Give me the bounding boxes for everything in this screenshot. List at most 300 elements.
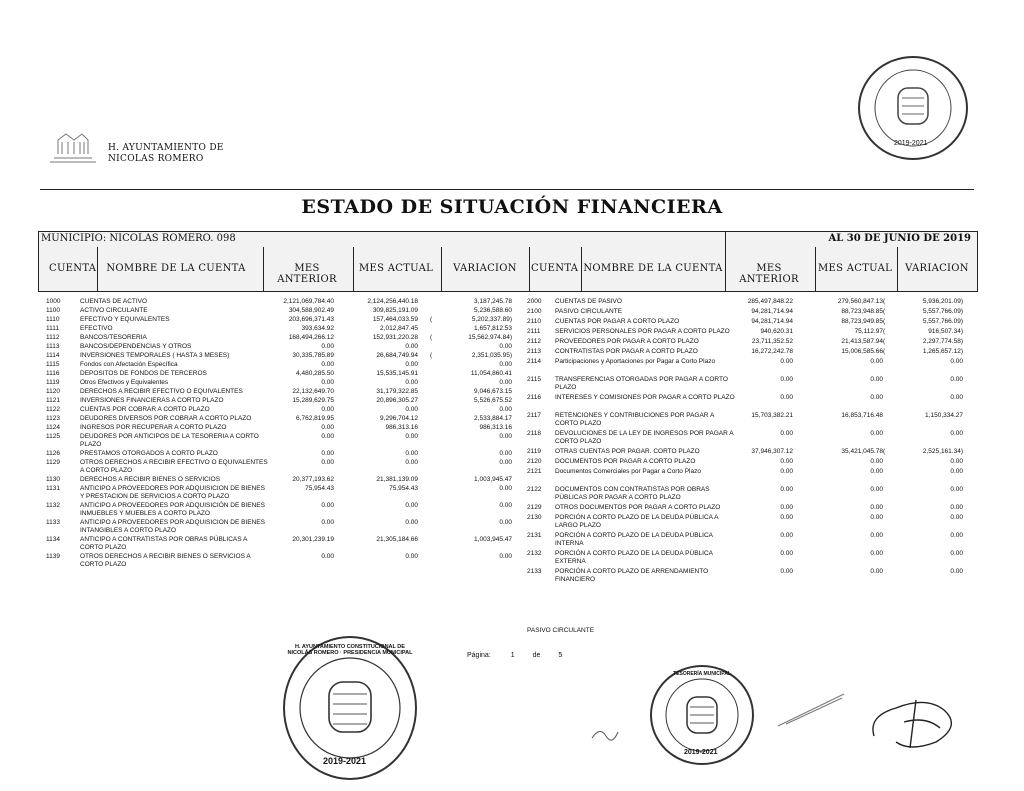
account-name: PORCIÓN A CORTO PLAZO DE LA DEUDA PÚBLICA INTERNA <box>555 532 713 547</box>
mes-actual-value: 0.00 <box>870 468 883 475</box>
table-row <box>527 486 967 502</box>
account-code: 2118 <box>527 430 541 437</box>
table-row <box>527 568 967 584</box>
account-name: ANTICIPO A PROVEEDORES POR ADQUISICION DE BIENES Y PRESTACION DE SERVICIOS A CORTO PLAZO <box>80 485 265 500</box>
mes-actual-value: 15,006,585.66 <box>841 348 883 355</box>
mes-actual-value: 88,723,949.85 <box>841 318 883 325</box>
account-name: DERECHOS A RECIBIR EFECTIVO O EQUIVALENTES <box>80 388 243 395</box>
account-name: Participaciones y Aportaciones por Pagar a Corto Plazo <box>555 358 716 365</box>
account-name: Fondos con Afectación Específica <box>80 361 178 368</box>
mes-actual-value: 2,012,847.45 <box>380 325 418 332</box>
table-row <box>527 412 967 428</box>
mes-actual-value: 0.00 <box>870 394 883 401</box>
table-row <box>46 379 516 387</box>
variacion-value: 0.00 <box>950 430 963 437</box>
mes-actual-value: 0.00 <box>405 361 418 368</box>
table-row <box>46 485 516 501</box>
variacion-value: 0.00 <box>499 450 512 457</box>
mes-anterior-value: 0.00 <box>321 450 334 457</box>
variacion-value: 916,507.34) <box>928 328 963 335</box>
variacion-value: 0.00 <box>950 514 963 521</box>
account-code: 2129 <box>527 504 542 511</box>
mes-anterior-value: 0.00 <box>321 459 334 466</box>
mes-actual-value: 0.00 <box>870 550 883 557</box>
mes-actual-value: 0.00 <box>870 532 883 539</box>
mes-actual-value: 0.00 <box>870 568 883 575</box>
table-row <box>46 307 516 315</box>
table-row <box>527 458 967 466</box>
account-name: ACTIVO CIRCULANTE <box>80 307 148 314</box>
account-code: 1122 <box>46 406 60 413</box>
table-row <box>527 394 967 410</box>
mes-anterior-value: 0.00 <box>780 376 793 383</box>
account-name: DEPOSITOS DE FONDOS DE TERCEROS <box>80 370 207 377</box>
table-header <box>38 247 978 292</box>
variacion-value: 5,236,588.60 <box>474 307 512 314</box>
col-variacion-right: VARIACION <box>905 263 969 274</box>
variacion-value: 1,003,945.47 <box>474 536 512 543</box>
account-name: BANCOS/DEPENDENCIAS Y OTROS <box>80 343 192 350</box>
table-row <box>46 298 516 306</box>
col-nombre-right: NOMBRE DE LA CUENTA <box>583 263 723 274</box>
table-row <box>46 519 516 535</box>
table-row <box>46 536 516 552</box>
table-row <box>527 298 967 306</box>
variacion-value: 5,202,337.89) <box>471 316 512 323</box>
negative-paren: ( <box>430 316 433 323</box>
mes-anterior-value: 6,762,819.95 <box>296 415 334 422</box>
account-code: 1116 <box>46 370 60 377</box>
table-row <box>527 532 967 548</box>
account-name: ANTICIPO A PROVEEDORES POR ADQUISICIÓN DE BIENES INMUEBLES Y MUEBLES A CORTO PLAZO <box>80 502 265 517</box>
mes-anterior-value: 20,377,193.62 <box>292 476 334 483</box>
account-name: INVERSIONES FINANCIERAS A CORTO PLAZO <box>80 397 224 404</box>
col-divider <box>581 247 582 291</box>
mes-actual-value: 75,112.97 <box>854 328 883 335</box>
account-name: INVERSIONES TEMPORALES ( HASTA 3 MESES) <box>80 352 230 359</box>
variacion-value: 5,526,675.52 <box>474 397 512 404</box>
mes-actual-value: 9,296,704.12 <box>380 415 418 422</box>
mes-actual-value: 0.00 <box>870 358 883 365</box>
seal-year-top: 2019-2021 <box>894 140 928 147</box>
col-divider <box>725 247 726 291</box>
col-divider <box>897 247 898 291</box>
table-row <box>46 325 516 333</box>
mes-anterior-value: 0.00 <box>780 468 793 475</box>
municipality-name <box>108 143 224 165</box>
mes-anterior-value: 75,954.43 <box>305 485 334 492</box>
municipio-bar <box>38 231 978 248</box>
account-name: CUENTAS DE ACTIVO <box>80 298 148 305</box>
account-code: 1131 <box>46 485 60 492</box>
account-name: CONTRATISTAS POR PAGAR A CORTO PLAZO <box>555 348 698 355</box>
account-code: 1113 <box>46 343 60 350</box>
mes-anterior-value: 168,494,266.12 <box>288 334 334 341</box>
seal-year-bottom: 2019-2021 <box>323 756 367 766</box>
col-cuenta-left: CUENTA <box>49 263 97 274</box>
variacion-value: 0.00 <box>950 504 963 511</box>
table-row <box>46 361 516 369</box>
document-title: ESTADO DE SITUACIÓN FINANCIERA <box>301 196 723 218</box>
mes-actual-value: 35,421,045.78 <box>841 448 883 455</box>
mes-anterior-value: 0.00 <box>780 532 793 539</box>
variacion-value: 0.00 <box>499 361 512 368</box>
col-mes-actual-left: MES ACTUAL <box>358 263 434 274</box>
municipio-label: MUNICIPIO: NICOLAS ROMERO. 098 <box>41 233 236 244</box>
account-code: 1129 <box>46 459 60 466</box>
col-mes-anterior-right: MES ANTERIOR <box>739 263 799 285</box>
negative-paren: ( <box>430 352 433 359</box>
variacion-value: 1,150,334.27 <box>925 412 963 419</box>
mes-anterior-value: 22,132,649.70 <box>292 388 334 395</box>
signature-line <box>776 690 846 730</box>
account-name: PROVEEDORES POR PAGAR A CORTO PLAZO <box>555 338 699 345</box>
mes-anterior-value: 0.00 <box>321 553 334 560</box>
negative-paren: ( <box>883 298 886 305</box>
col-divider <box>97 247 98 291</box>
mes-anterior-value: 0.00 <box>321 406 334 413</box>
account-code: 2133 <box>527 568 542 575</box>
variacion-value: 0.00 <box>499 379 512 386</box>
col-divider <box>353 247 354 291</box>
mes-actual-value: 16,853,716.48 <box>841 412 883 419</box>
table-row <box>46 450 516 458</box>
table-row <box>46 334 516 342</box>
mes-actual-value: 0.00 <box>405 379 418 386</box>
mes-anterior-value: 285,497,848.22 <box>747 298 793 305</box>
mes-anterior-value: 0.00 <box>780 486 793 493</box>
account-name: DOCUMENTOS CON CONTRATISTAS POR OBRAS PÚBLICAS POR PAGAR A CORTO PLAZO <box>555 486 710 501</box>
variacion-value: 5,557,766.09) <box>922 318 963 325</box>
variacion-value: 2,525,161.34) <box>922 448 963 455</box>
account-name: DERECHOS A RECIBIR BIENES O SERVICIOS <box>80 476 221 483</box>
table-row <box>46 343 516 351</box>
account-name: OTROS DERECHOS A RECIBIR BIENES O SERVICIOS A CORTO PLAZO <box>80 553 251 568</box>
account-code: 2131 <box>527 532 542 539</box>
table-row <box>527 328 967 336</box>
account-code: 2132 <box>527 550 542 557</box>
mes-anterior-value: 23,711,352.52 <box>751 338 793 345</box>
account-name: PRESTAMOS OTORGADOS A CORTO PLAZO <box>80 450 218 457</box>
negative-paren: ( <box>883 308 886 315</box>
variacion-value: 3,187,245.78 <box>474 298 512 305</box>
mes-actual-value: 75,954.43 <box>389 485 418 492</box>
variacion-value: 1,003,945.47 <box>474 476 512 483</box>
mes-anterior-value: 15,703,382.21 <box>751 412 793 419</box>
mes-anterior-value: 393,634.92 <box>301 325 334 332</box>
variacion-value: 0.00 <box>950 486 963 493</box>
mes-actual-value: 2,124,256,440.18 <box>367 298 418 305</box>
account-name: SERVICIOS PERSONALES POR PAGAR A CORTO PLAZO <box>555 328 730 335</box>
account-code: 1132 <box>46 502 60 509</box>
table-row <box>46 502 516 518</box>
table-row <box>46 459 516 475</box>
account-code: 1133 <box>46 519 60 526</box>
table-row <box>46 406 516 414</box>
variacion-value: 0.00 <box>499 519 512 526</box>
account-name: DEUDORES POR ANTICIPOS DE LA TESORERIA A CORTO PLAZO <box>80 433 259 448</box>
negative-paren: ( <box>430 334 433 341</box>
table-row <box>46 553 516 569</box>
account-code: 1119 <box>46 379 60 386</box>
account-code: 1000 <box>46 298 61 305</box>
table-row <box>46 397 516 405</box>
account-code: 1123 <box>46 415 60 422</box>
seal-ring-text-tesoreria: TESORERÍA MUNICIPAL <box>673 671 731 677</box>
mes-anterior-value: 0.00 <box>780 358 793 365</box>
variacion-value: 0.00 <box>950 550 963 557</box>
signature-mark <box>590 724 620 744</box>
negative-paren: ( <box>883 448 886 455</box>
mes-actual-value: 279,560,847.13 <box>837 298 883 305</box>
account-code: 1111 <box>46 325 60 332</box>
table-row <box>527 448 967 456</box>
col-divider <box>529 247 530 291</box>
mes-actual-value: 31,179,322.85 <box>376 388 418 395</box>
col-nombre-left: NOMBRE DE LA CUENTA <box>106 263 246 274</box>
variacion-value: 5,936,201.09) <box>922 298 963 305</box>
account-name: OTROS DOCUMENTOS POR PAGAR A CORTO PLAZO <box>555 504 721 511</box>
account-code: 2113 <box>527 348 541 355</box>
account-name: ANTICIPO A CONTRATISTAS POR OBRAS PÚBLICAS A CORTO PLAZO <box>80 536 247 551</box>
org-line-1: H. AYUNTAMIENTO DE <box>108 143 224 153</box>
account-code: 1120 <box>46 388 60 395</box>
variacion-value: 0.00 <box>950 394 963 401</box>
account-name: CUENTAS POR COBRAR A CORTO PLAZO <box>80 406 210 413</box>
mes-actual-value: 0.00 <box>405 519 418 526</box>
mes-actual-value: 26,684,749.94 <box>376 352 418 359</box>
table-row <box>46 352 516 360</box>
mes-actual-value: 20,896,305.27 <box>376 397 418 404</box>
account-name: CUENTAS POR PAGAR A CORTO PLAZO <box>555 318 680 325</box>
mes-actual-value: 309,825,191.09 <box>372 307 418 314</box>
variacion-value: 5,557,766.09) <box>922 308 963 315</box>
seal-stamp-top <box>858 56 968 160</box>
account-code: 1126 <box>46 450 60 457</box>
variacion-value: 11,054,860.41 <box>470 370 512 377</box>
table-row <box>46 424 516 432</box>
mes-anterior-value: 94,281,714.94 <box>751 308 793 315</box>
negative-paren: ( <box>883 328 886 335</box>
account-name: Documentos Comerciales por Pagar a Corto Plazo <box>555 468 701 475</box>
account-code: 1124 <box>46 424 60 431</box>
account-code: 2111 <box>527 328 541 335</box>
variacion-value: 0.00 <box>950 532 963 539</box>
account-name: DEVOLUCIONES DE LA LEY DE INGRESOS POR PAGAR A CORTO PLAZO <box>555 430 734 445</box>
mes-anterior-value: 0.00 <box>321 519 334 526</box>
mes-anterior-value: 0.00 <box>321 502 334 509</box>
account-code: 1130 <box>46 476 60 483</box>
mes-anterior-value: 0.00 <box>780 514 793 521</box>
mes-anterior-value: 0.00 <box>321 379 334 386</box>
account-code: 2115 <box>527 376 541 383</box>
mes-anterior-value: 4,480,285.50 <box>296 370 334 377</box>
col-variacion-left: VARIACION <box>453 263 517 274</box>
mes-anterior-value: 0.00 <box>780 568 793 575</box>
account-name: EFECTIVO <box>80 325 113 332</box>
table-row <box>527 468 967 484</box>
variacion-value: 0.00 <box>950 568 963 575</box>
page-current: 1 <box>510 652 515 659</box>
variacion-value: 0.00 <box>499 433 512 440</box>
seal-stamp-tesoreria <box>650 665 754 765</box>
variacion-value: 0.00 <box>499 553 512 560</box>
mes-anterior-value: 304,588,902.49 <box>288 307 334 314</box>
account-code: 2120 <box>527 458 542 465</box>
mes-actual-value: 152,931,220.28 <box>372 334 418 341</box>
variacion-value: 1,265,657.12) <box>922 348 963 355</box>
variacion-value: 0.00 <box>950 376 963 383</box>
account-code: 1114 <box>46 352 60 359</box>
mes-anterior-value: 94,281,714.94 <box>751 318 793 325</box>
col-mes-actual-right: MES ACTUAL <box>817 263 893 274</box>
municipio-divider <box>725 232 726 247</box>
variacion-value: 0.00 <box>950 458 963 465</box>
account-name: Otros Efectivos y Equivalentes <box>80 379 169 386</box>
mes-anterior-value: 0.00 <box>321 424 334 431</box>
account-name: TRANSFERENCIAS OTORGADAS POR PAGAR A CORTO PLAZO <box>555 376 728 391</box>
mes-actual-value: 0.00 <box>405 553 418 560</box>
mes-actual-value: 88,723,948.85 <box>841 308 883 315</box>
account-code: 1112 <box>46 334 60 341</box>
page-label: Página: <box>467 652 491 659</box>
account-code: 1125 <box>46 433 60 440</box>
account-code: 2130 <box>527 514 542 521</box>
mes-anterior-value: 30,335,785.89 <box>292 352 334 359</box>
table-row <box>527 430 967 446</box>
table-row <box>527 514 967 530</box>
municipal-logo <box>44 128 102 168</box>
account-name: BANCOS/TESORERIA <box>80 334 147 341</box>
table-row <box>46 370 516 378</box>
account-name: EFECTIVO Y EQUIVALENTES <box>80 316 170 323</box>
account-code: 1134 <box>46 536 60 543</box>
variacion-value: 0.00 <box>499 485 512 492</box>
variacion-value: 2,297,774.58) <box>922 338 963 345</box>
mes-anterior-value: 203,696,371.43 <box>288 316 334 323</box>
mes-anterior-value: 37,946,307.12 <box>751 448 793 455</box>
mes-anterior-value: 0.00 <box>321 343 334 350</box>
account-code: 2122 <box>527 486 542 493</box>
seal-stamp-presidencia <box>283 636 417 780</box>
account-code: 2119 <box>527 448 541 455</box>
variacion-value: 9,046,673.15 <box>474 388 512 395</box>
account-code: 1139 <box>46 553 60 560</box>
account-code: 1115 <box>46 361 60 368</box>
mes-actual-value: 15,535,145.91 <box>376 370 418 377</box>
variacion-value: 0.00 <box>499 502 512 509</box>
variacion-value: 0.00 <box>499 459 512 466</box>
mes-actual-value: 21,381,139.09 <box>376 476 418 483</box>
mes-actual-value: 157,464,033.59 <box>372 316 418 323</box>
col-divider <box>815 247 816 291</box>
account-name: INTERESES Y COMISIONES POR PAGAR A CORTO PLAZO <box>555 394 735 401</box>
mes-actual-value: 0.00 <box>870 514 883 521</box>
mes-actual-value: 21,305,184.66 <box>376 536 418 543</box>
account-name: OTRAS CUENTAS POR PAGAR. CORTO PLAZO <box>555 448 700 455</box>
account-code: 1121 <box>46 397 60 404</box>
account-name: PORCIÓN A CORTO PLAZO DE LA DEUDA PÚBLICA A LARGO PLAZO <box>555 514 719 529</box>
account-code: 2000 <box>527 298 542 305</box>
mes-actual-value: 0.00 <box>870 504 883 511</box>
account-name: RETENCIONES Y CONTRIBUCIONES POR PAGAR A CORTO PLAZO <box>555 412 714 427</box>
mes-actual-value: 0.00 <box>870 458 883 465</box>
table-row <box>46 316 516 324</box>
mes-actual-value: 0.00 <box>405 406 418 413</box>
table-row <box>527 358 967 374</box>
table-row <box>527 348 967 356</box>
header-divider <box>40 189 974 190</box>
table-row <box>46 415 516 423</box>
table-row <box>527 376 967 392</box>
mes-anterior-value: 15,289,629.75 <box>292 397 334 404</box>
mes-actual-value: 0.00 <box>405 502 418 509</box>
account-name: OTROS DERECHOS A RECIBIR EFECTIVO O EQUIVALENTES A CORTO PLAZO <box>80 459 268 474</box>
table-row <box>527 308 967 316</box>
mes-anterior-value: 0.00 <box>780 550 793 557</box>
variacion-value: 0.00 <box>499 406 512 413</box>
mes-actual-value: 21,413,587.94 <box>841 338 883 345</box>
col-divider <box>441 247 442 291</box>
account-code: 2116 <box>527 394 541 401</box>
mes-actual-value: 0.00 <box>870 376 883 383</box>
variacion-value: 1,657,812.53 <box>474 325 512 332</box>
negative-paren: ( <box>883 338 886 345</box>
page-de: de <box>532 652 541 659</box>
account-name: ANTICIPO A PROVEEDORES POR ADQUISICION DE BIENES INTANGIBLES A CORTO PLAZO <box>80 519 265 534</box>
account-code: 2100 <box>527 308 542 315</box>
table-row <box>527 550 967 566</box>
table-row <box>46 433 516 449</box>
negative-paren: ( <box>883 318 886 325</box>
table-row <box>46 476 516 484</box>
signature-main <box>866 686 976 756</box>
org-line-2: NICOLAS ROMERO <box>108 154 204 164</box>
account-name: PORCIÓN A CORTO PLAZO DE ARRENDAMIENTO FINANCIERO <box>555 568 709 583</box>
mes-anterior-value: 0.00 <box>780 394 793 401</box>
seal-ring-text: H. AYUNTAMIENTO CONSTITUCIONAL DE NICOLÁS ROMERO · PRESIDENCIA MUNICIPAL <box>287 644 413 656</box>
table-row <box>527 504 967 512</box>
variacion-value: 0.00 <box>950 358 963 365</box>
table-row <box>46 388 516 396</box>
page-total: 5 <box>558 652 563 659</box>
table-row <box>527 338 967 346</box>
report-date: AL 30 DE JUNIO DE 2019 <box>828 233 971 244</box>
mes-actual-value: 0.00 <box>870 430 883 437</box>
mes-actual-value: 0.00 <box>405 343 418 350</box>
page-indicator <box>467 652 562 659</box>
variacion-value: 0.00 <box>950 468 963 475</box>
variacion-value: 986,313.16 <box>479 424 512 431</box>
account-code: 2110 <box>527 318 541 325</box>
mes-anterior-value: 0.00 <box>321 361 334 368</box>
account-name: CUENTAS DE PASIVO <box>555 298 622 305</box>
account-code: 2117 <box>527 412 541 419</box>
mes-anterior-value: 940,620.31 <box>760 328 793 335</box>
account-code: 2114 <box>527 358 541 365</box>
account-name: INGRESOS POR RECUPERAR A CORTO PLAZO <box>80 424 227 431</box>
account-code: 1110 <box>46 316 60 323</box>
mes-anterior-value: 0.00 <box>780 430 793 437</box>
mes-anterior-value: 0.00 <box>321 433 334 440</box>
mes-anterior-value: 0.00 <box>780 458 793 465</box>
mes-anterior-value: 20,301,239.19 <box>292 536 334 543</box>
mes-anterior-value: 16,272,242.78 <box>751 348 793 355</box>
mes-actual-value: 0.00 <box>870 486 883 493</box>
account-name: DEUDORES DIVERSOS POR COBRAR A CORTO PLAZO <box>80 415 252 422</box>
account-name: PASIVO CIRCULANTE <box>555 308 623 315</box>
mes-actual-value: 0.00 <box>405 433 418 440</box>
